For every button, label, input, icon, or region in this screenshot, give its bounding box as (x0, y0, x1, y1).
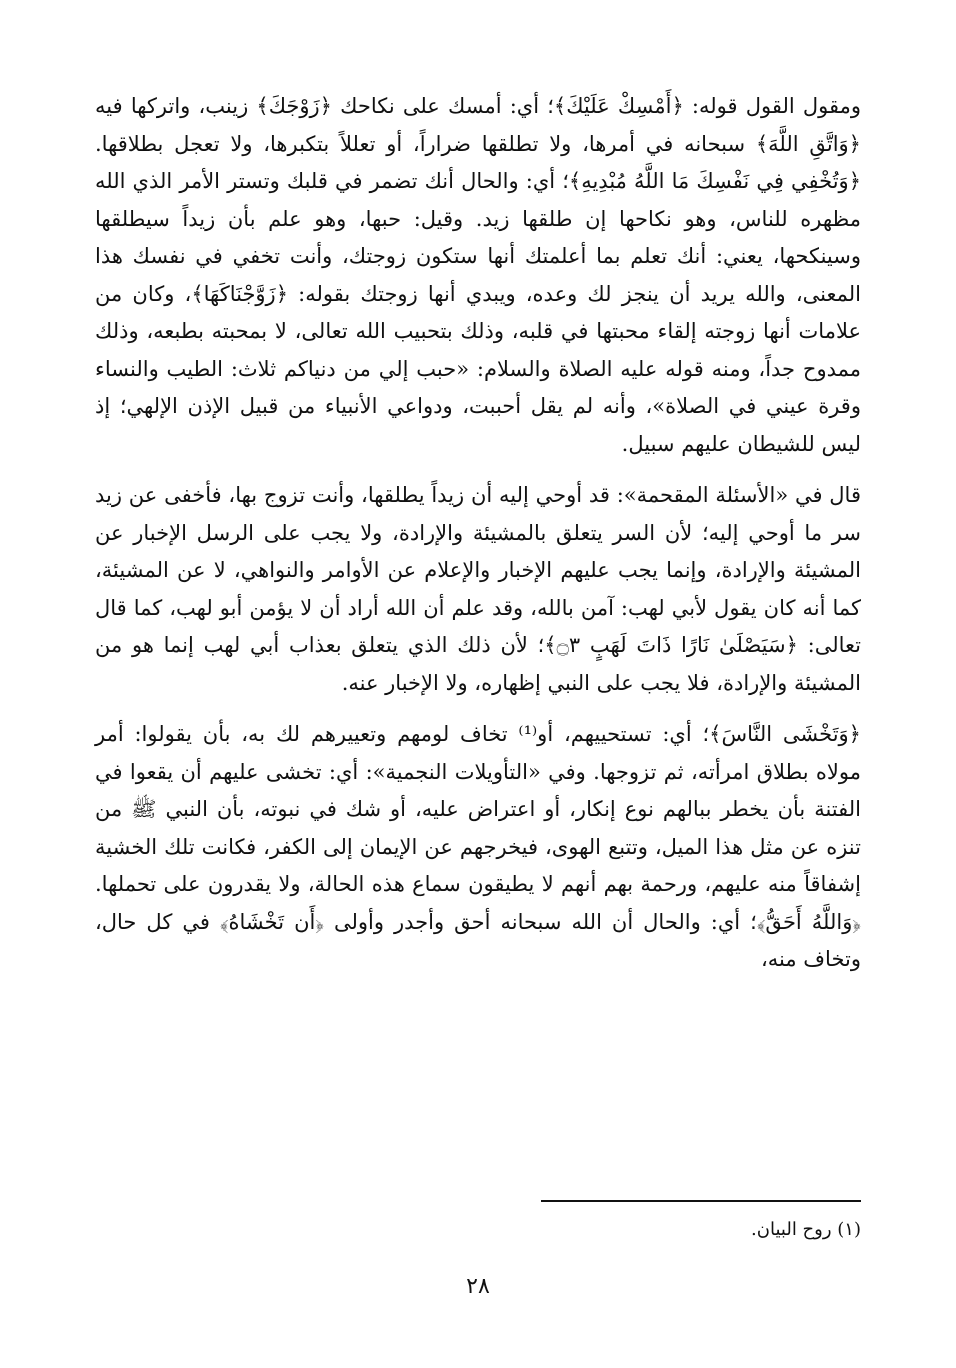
paragraph-1: ومقول القول قوله: ﴿أَمْسِكْ عَلَيْكَ﴾؛ أي: أمسك على نكاحك ﴿زَوْجَكَ﴾ زينب، واتركها فيه ﴿وَاتَّقِ اللَّهَ﴾ سبحانه في أمرها، ولا تطلقها ضراراً، أو تعللاً بتكبرها، ولا تعجل بطلاقها. ﴿وَتُخْفِي فِي نَفْسِكَ مَا اللَّهُ مُبْدِيهِ﴾؛ أي: والحال أنك تضمر في قلبك وتستر الأمر الذي الله مظهره للناس، وهو نكاحها إن طلقها زيد. وقيل: حبها، وهو علم بأن زيداً سيطلقها وسينكحها، يعني: أنك تعلم بما أعلمتك أنها ستكون زوجتك، وأنت تخفي في نفسك هذا المعنى، والله يريد أن ينجز لك وعده، ويبدي أنها زوجتك بقوله: ﴿زَوَّجْنَاكَهَا﴾، وكان من علامات أنها زوجته إلقاء محبتها في قلبه، وذلك بتحبيب الله تعالى، لا بمحبته بطبعه، وذلك ممدوح جداً، ومنه قوله عليه الصلاة والسلام: «حبب إلي من دنياكم ثلاث: الطيب والنساء وقرة عيني في الصلاة»، وأنه لم يقل أحببت، ودواعي الأنبياء من قبيل الإذن الإلهي؛ إذ ليس للشيطان عليهم سبيل. (95, 94, 861, 456)
page-body (95, 88, 861, 979)
footnote-divider (541, 1200, 861, 1202)
page-number: ٢٨ (466, 1274, 490, 1299)
paragraph-2: قال في «الأسئلة المقحمة»: قد أوحي إليه أن زيداً يطلقها، وأنت تزوج بها، فأخفى عن زيد سر ما أوحي إليه؛ لأن السر يتعلق بالمشيئة والإرادة، ولا يجب على الرسل الإخبار عن المشيئة والإرادة، وإنما يجب عليهم الإخبار والإعلام عن الأوامر والنواهي، لا عن المشيئة، كما أنه كان يقول لأبي لهب: آمن بالله، وقد علم أن الله أراد أن لا يؤمن أبو لهب، كما قال تعالى: ﴿سَيَصْلَىٰ نَارًا ذَاتَ لَهَبٍ ۝٣﴾؛ لأن ذلك الذي يتعلق بعذاب أبي لهب إنما هو من المشيئة والإرادة، فلا يجب على النبي إظهاره، ولا الإخبار عنه. (95, 483, 861, 695)
footnote: (١) روح البيان. (751, 1219, 861, 1240)
paragraph-3: ﴿وَتَخْشَى النَّاسَ﴾؛ أي: تستحييهم، أو⁽¹⁾ تخاف لومهم وتعييرهم لك به، بأن يقولوا: أمر مولاه بطلاق امرأته، ثم تزوجها. وفي «التأويلات النجمية»: أي: تخشى عليهم أن يقعوا في الفتنة بأن يخطر ببالهم نوع إنكار، أو اعتراض عليه، أو شك في نبوته، بأن النبي ﷺ من تنزه عن مثل هذا الميل، وتتبع الهوى، فيخرجهم عن الإيمان إلى الكفر، فكانت تلك الخشية إشفاقاً منه عليهم، ورحمة بهم أنهم لا يطيقون سماع هذه الحالة، ولا يقدرون على تحملها. ﴿وَاللَّهُ أَحَقُّ﴾؛ أي: والحال أن الله سبحانه أحق وأجدر وأولى ﴿أَن تَخْشَاهُ﴾ في كل حال، وتخاف منه، (95, 722, 861, 971)
